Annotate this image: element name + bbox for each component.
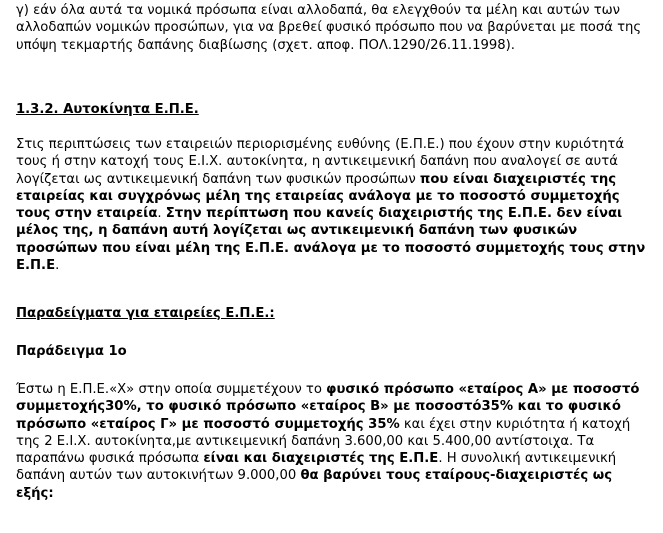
bold-span: Στην περίπτωση που κανείς διαχειριστής της Ε.Π.Ε. δεν είναι μέλος της, η δαπάνη αυτή λογίζεται ως αντικειμενική δαπάνη των φυσικών προσώπων που είναι μέλη της Ε.Π.Ε. ανάλογα με το ποσοστό συμμετοχής τους στην Ε.Π.Ε: [16, 206, 646, 274]
paragraph-epe-rules: [16, 136, 646, 274]
bold-span: είναι και διαχειριστές της Ε.Π.Ε: [203, 451, 439, 467]
text-span: Στις περιπτώσεις των εταιρειών περιορισμένης ευθύνης (Ε.Π.Ε.) που έχουν στην κυριότητά τους ή στην κατοχή τους Ε.Ι.Χ. αυτοκίνητα, η αντικειμενική δαπάνη που αναλογεί σε αυτά λογίζεται ως αντικειμενική δαπάνη των φυσικών προσώπων: [16, 137, 625, 187]
heading-epe-cars: 1.3.2. Αυτοκίνητα Ε.Π.Ε.: [16, 102, 199, 117]
heading-examples: Παραδείγματα για εταιρείες Ε.Π.Ε.:: [16, 306, 275, 321]
heading-example-1: Παράδειγμα 1ο: [16, 344, 127, 359]
text-span: και έχει στην κυριότητα ή κατοχή της 2 Ε.Ι.Χ. αυτοκίνητα,με αντικειμενική δαπάνη 3.600,00 και 5.400,00 αντίστοιχα. Τα παραπάνω φυσικά πρόσωπα: [16, 416, 631, 467]
bold-span: που είναι διαχειριστές της εταιρείας και συγχρόνως μέλη της εταιρείας ανάλογα με το ποσοστό συμμετοχής τους στην εταιρεία: [16, 171, 620, 222]
text-span: Έστω η Ε.Π.Ε.«Χ» στην οποία συμμετέχουν το: [16, 382, 327, 397]
bold-span: φυσικό πρόσωπο «εταίρος Α» με ποσοστό συμμετοχής30%, το φυσικό πρόσωπο «εταίρος Β» με ποσοστό35% και το φυσικό πρόσωπο «εταίρος Γ» με ποσοστό συμμετοχής 35%: [16, 382, 640, 432]
text-span: .: [157, 206, 166, 222]
bold-span: θα βαρύνει τους εταίρους-διαχειριστές ως εξής:: [16, 468, 613, 501]
text-span: .: [55, 258, 60, 274]
text-span: . Η συνολική αντικειμενική δαπάνη αυτών των αυτοκινήτων 9.000,00: [16, 451, 617, 484]
paragraph-example-1: [16, 381, 646, 502]
paragraph-legal-entities: γ) εάν όλα αυτά τα νομικά πρόσωπα είναι αλλοδαπά, θα ελεγχθούν τα μέλη και αυτών των αλλοδαπών νομικών προσώπων, για να βρεθεί φυσικό πρόσωπο που να βαρύνεται με ποσά της υπόψη τεκμαρτής δαπάνης διαβίωσης (σχετ. αποφ. ΠΟΛ.1290/26.11.1998).: [16, 3, 642, 53]
